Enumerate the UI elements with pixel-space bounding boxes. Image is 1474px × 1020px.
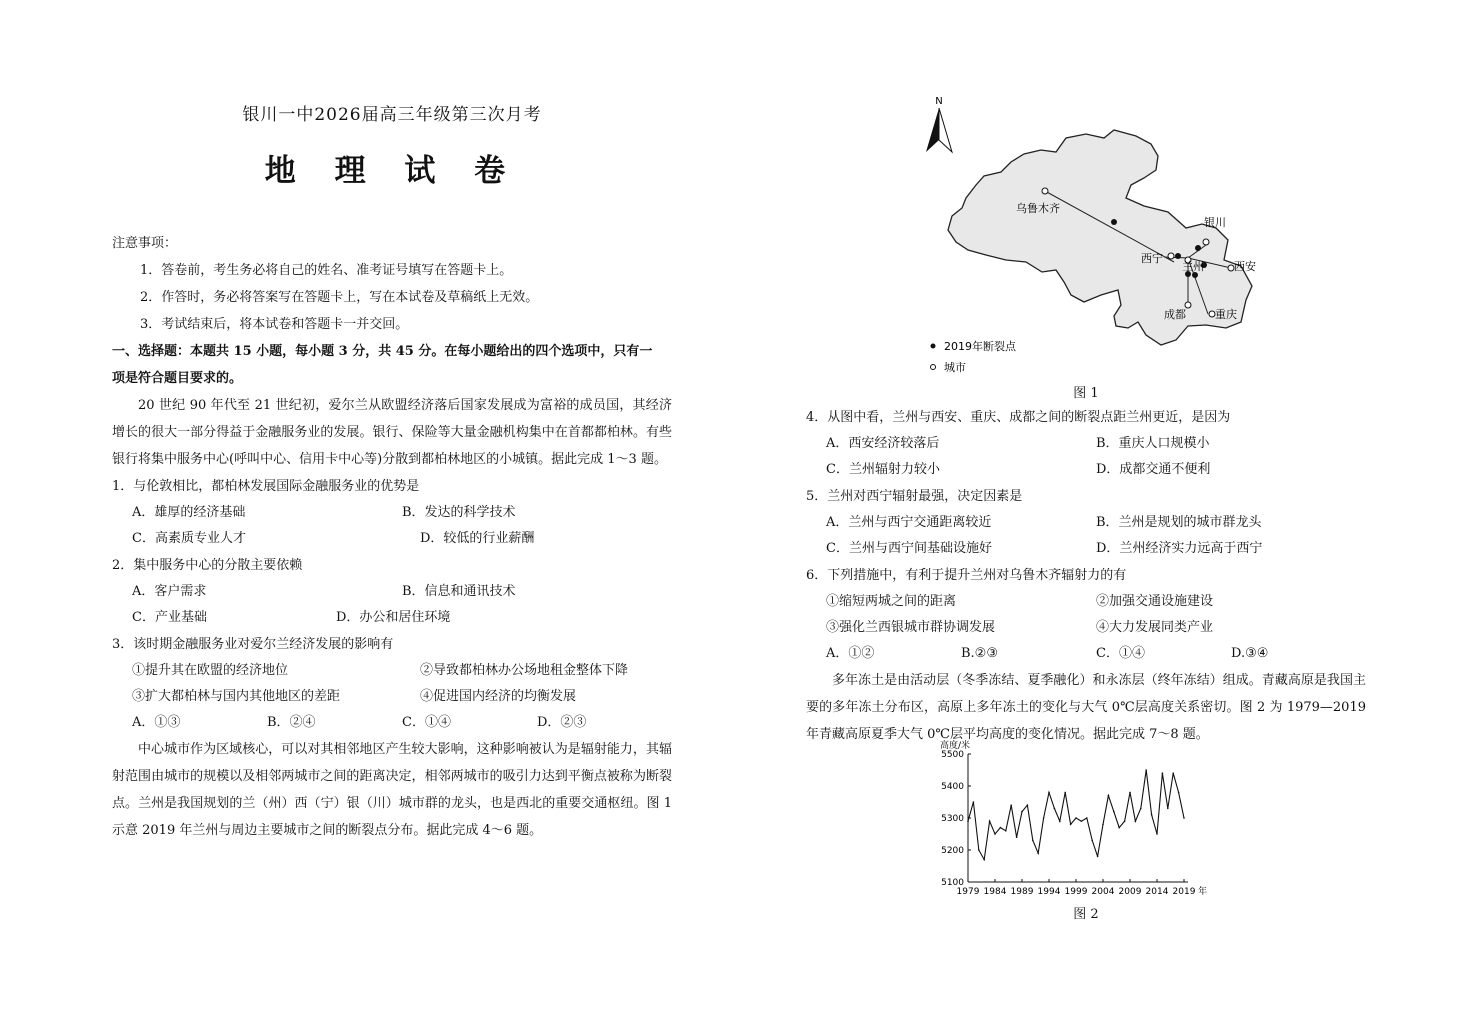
data-point	[978, 849, 980, 851]
y-tick-label: 5200	[941, 846, 964, 856]
data-point	[1178, 792, 1180, 794]
data-point	[1075, 817, 1077, 819]
y-tick-label: 5400	[941, 782, 964, 792]
data-point	[1124, 820, 1126, 822]
data-point	[1102, 824, 1104, 826]
data-point	[1183, 817, 1185, 819]
city-label-xining: 西宁	[1141, 252, 1163, 265]
break-point	[1175, 253, 1181, 259]
note-item-1: 1．答卷前，考生务必将自己的姓名、准考证号填写在答题卡上。	[140, 263, 513, 278]
data-point	[1054, 808, 1056, 810]
note-item-2: 2．作答时，务必将答案写在答题卡上，写在本试卷及草稿纸上无效。	[140, 290, 539, 305]
q5-option-a: A．兰州与西宁交通距离较近	[826, 515, 992, 530]
data-point	[1167, 808, 1169, 810]
data-point	[1043, 817, 1045, 819]
x-axis-label: 年	[1198, 887, 1208, 897]
notes-heading: 注意事项：	[112, 236, 178, 251]
data-point	[1097, 856, 1099, 858]
city-marker	[1168, 253, 1174, 259]
q4-options-row2	[806, 457, 1366, 483]
q3-stem: 3．该时期金融服务业对爱尔兰经济发展的影响有	[112, 637, 394, 652]
y-axis-label: 高度/米	[940, 741, 971, 751]
q6-statements-row2	[806, 615, 1366, 641]
q2-stem: 2．集中服务中心的分散主要依赖	[112, 558, 303, 573]
figure1-caption: 图 1	[1073, 386, 1099, 401]
data-point	[1086, 817, 1088, 819]
city-label-yinchuan: 银川	[1204, 216, 1226, 229]
passage-lanzhou: 中心城市作为区域核心，可以对其相邻地区产生较大影响，这种影响被认为是辐射能力，其辐射范围由城市的规模以及相邻两城市之间的距离决定，相邻两城市的吸引力达到平衡点被称为断裂点。兰州是我国规划的兰（州）西（宁）银（川）城市群的龙头，也是西北的重要交通枢纽。图 1 示意 2019 年兰州与周边主要城市之间的断裂点分布。据此完成 4～6 题。	[112, 742, 672, 838]
data-point	[1059, 820, 1061, 822]
break-point	[1111, 219, 1117, 225]
x-tick-label: 2004	[1091, 887, 1115, 897]
data-point	[1081, 820, 1083, 822]
data-point	[1140, 808, 1142, 810]
right-questions	[806, 404, 1366, 748]
q5-options-row1	[806, 510, 1366, 536]
q1-option-c: C．高素质专业人才	[132, 531, 246, 546]
left-column	[112, 100, 672, 844]
data-point	[1027, 804, 1029, 806]
data-point	[1070, 824, 1072, 826]
q1-options-row2	[112, 526, 672, 552]
data-point	[1135, 820, 1137, 822]
city-label-lanzhou: 兰州	[1182, 260, 1204, 273]
data-point	[994, 833, 996, 835]
q5-option-d: D．兰州经济实力远高于西宁	[1096, 541, 1263, 556]
q6-option-d: D.③④	[1231, 646, 1269, 661]
q5-option-b: B．兰州是规划的城市群龙头	[1096, 515, 1262, 530]
q2-option-a: A．客户需求	[132, 584, 207, 599]
data-point	[1172, 772, 1174, 774]
data-point	[1064, 792, 1066, 794]
legend-break-point-icon	[931, 344, 936, 349]
x-tick-label: 1979	[956, 887, 980, 897]
section1-heading-cont: 项是符合题目要求的。	[112, 371, 243, 386]
y-tick-label: 5100	[941, 878, 964, 888]
q3-options	[112, 710, 672, 736]
data-point	[1010, 804, 1012, 806]
passage-ireland: 20 世纪 90 年代至 21 世纪初，爱尔兰从欧盟经济落后国家发展成为富裕的成员国，其经济增长的很大一部分得益于金融服务业的发展。银行、保险等大量金融机构集中在首都都柏林。有些银行将集中服务中心(呼叫中心、信用卡中心等)分散到都柏林地区的小城镇。据此完成 1～3 题。	[112, 398, 672, 467]
q4-option-d: D．成都交通不便利	[1096, 462, 1211, 477]
right-column	[806, 0, 1366, 1020]
q4-stem: 4．从图中看，兰州与西安、重庆、成都之间的断裂点距兰州更近，是因为	[806, 410, 1231, 425]
exam-subject: 地 理 试 卷	[264, 153, 520, 189]
q6-statement-3: ③强化兰西银城市群协调发展	[826, 620, 996, 635]
q2-options-row1	[112, 579, 672, 605]
data-point	[1005, 830, 1007, 832]
q4-options-row1	[806, 431, 1366, 457]
q6-option-c: C．①④	[1096, 646, 1145, 661]
legend-city: 城市	[944, 361, 966, 374]
data-point	[1016, 836, 1018, 838]
q3-statement-2: ②导致都柏林办公场地租金整体下降	[420, 663, 629, 678]
y-tick-label: 5300	[941, 814, 964, 824]
q4-option-a: A．西安经济较落后	[826, 436, 940, 451]
q5-options-row2	[806, 536, 1366, 562]
break-point	[1195, 245, 1201, 251]
north-arrow-icon	[926, 108, 939, 152]
figure1-map	[906, 90, 1276, 380]
q2-option-b: B．信息和通讯技术	[402, 584, 516, 599]
q3-statements-row2	[112, 684, 672, 710]
x-tick-label: 1999	[1064, 887, 1088, 897]
city-label-xian: 西安	[1234, 260, 1256, 273]
q6-stem: 6．下列措施中，有利于提升兰州对乌鲁木齐辐射力的有	[806, 568, 1127, 583]
q6-option-a: A．①②	[826, 646, 875, 661]
data-point	[1118, 827, 1120, 829]
q6-statement-1: ①缩短两城之间的距离	[826, 594, 957, 609]
data-point	[1108, 795, 1110, 797]
q6-statement-2: ②加强交通设施建设	[1096, 594, 1214, 609]
q2-options-row2	[112, 605, 672, 631]
figure2-chart	[926, 732, 1216, 902]
q3-statement-4: ④促进国内经济的均衡发展	[420, 689, 577, 704]
q6-options	[806, 641, 1366, 667]
q3-option-d: D．②③	[537, 715, 587, 730]
city-marker	[1203, 239, 1209, 245]
q4-option-b: B．重庆人口规模小	[1096, 436, 1210, 451]
data-point	[1113, 811, 1115, 813]
q1-options-row1	[112, 500, 672, 526]
data-point	[967, 820, 969, 822]
note-item-3: 3．考试结束后，将本试卷和答题卡一并交回。	[140, 317, 409, 332]
data-point	[1000, 827, 1002, 829]
city-label-urumqi: 乌鲁木齐	[1016, 202, 1060, 215]
data-point	[1162, 772, 1164, 774]
q3-statement-1: ①提升其在欧盟的经济地位	[132, 663, 289, 678]
q6-statement-4: ④大力发展同类产业	[1096, 620, 1214, 635]
q1-stem: 1．与伦敦相比，都柏林发展国际金融服务业的优势是	[112, 479, 420, 494]
x-tick-label: 1984	[983, 887, 1007, 897]
data-point	[1129, 792, 1131, 794]
y-tick-label: 5500	[941, 750, 964, 760]
q2-option-d: D．办公和居住环境	[336, 610, 451, 625]
q3-option-c: C．①④	[402, 715, 451, 730]
data-point	[1145, 769, 1147, 771]
x-tick-label: 1994	[1037, 887, 1061, 897]
figure2-caption: 图 2	[1073, 907, 1099, 922]
x-tick-label: 2014	[1145, 887, 1169, 897]
q5-option-c: C．兰州与西宁间基础设施好	[826, 541, 992, 556]
x-tick-label: 2019	[1172, 887, 1196, 897]
q1-option-a: A．雄厚的经济基础	[132, 505, 246, 520]
data-point	[1032, 840, 1034, 842]
q1-option-b: B．发达的科学技术	[402, 505, 516, 520]
q3-option-a: A．①③	[132, 715, 181, 730]
legend-city-icon	[931, 365, 936, 370]
data-point	[1156, 833, 1158, 835]
section1-heading: 一、选择题：本题共 15 小题，每小题 3 分，共 45 分。在每小题给出的四个选项中，只有一	[112, 344, 653, 359]
q5-stem: 5．兰州对西宁辐射最强，决定因素是	[806, 489, 1023, 504]
q4-option-c: C．兰州辐射力较小	[826, 462, 940, 477]
x-tick-label: 1989	[1010, 887, 1034, 897]
data-point	[989, 820, 991, 822]
data-point	[1021, 811, 1023, 813]
city-label-chongqing: 重庆	[1215, 308, 1237, 321]
data-point	[1037, 852, 1039, 854]
data-point	[1091, 840, 1093, 842]
north-label: N	[935, 96, 943, 107]
q3-statement-3: ③扩大都柏林与国内其他地区的差距	[132, 689, 341, 704]
data-point	[1151, 814, 1153, 816]
legend-break-point: 2019年断裂点	[944, 340, 1016, 353]
q3-option-b: B．②④	[267, 715, 316, 730]
q2-option-c: C．产业基础	[132, 610, 207, 625]
q3-statements-row1	[112, 658, 672, 684]
data-point	[983, 859, 985, 861]
city-marker	[1042, 188, 1048, 194]
q6-option-b: B.②③	[961, 646, 998, 661]
region-outline	[948, 130, 1252, 345]
x-tick-label: 2009	[1118, 887, 1142, 897]
q1-option-d: D．较低的行业薪酬	[420, 531, 535, 546]
passage-permafrost: 多年冻土是由活动层（冬季冻结、夏季融化）和永冻层（终年冻结）组成。青藏高原是我国主要的多年冻土分布区，高原上多年冻土的变化与大气 0℃层高度关系密切。图 2 为 1979—2019 年青藏高原夏季大气 0℃层平均高度的变化情况。据此完成 7～8 题。	[806, 673, 1366, 742]
data-point	[1048, 792, 1050, 794]
data-point	[973, 801, 975, 803]
exam-title: 银川一中2026届高三年级第三次月考	[242, 105, 542, 125]
q6-statements-row1	[806, 589, 1366, 615]
city-label-chengdu: 成都	[1164, 308, 1186, 321]
